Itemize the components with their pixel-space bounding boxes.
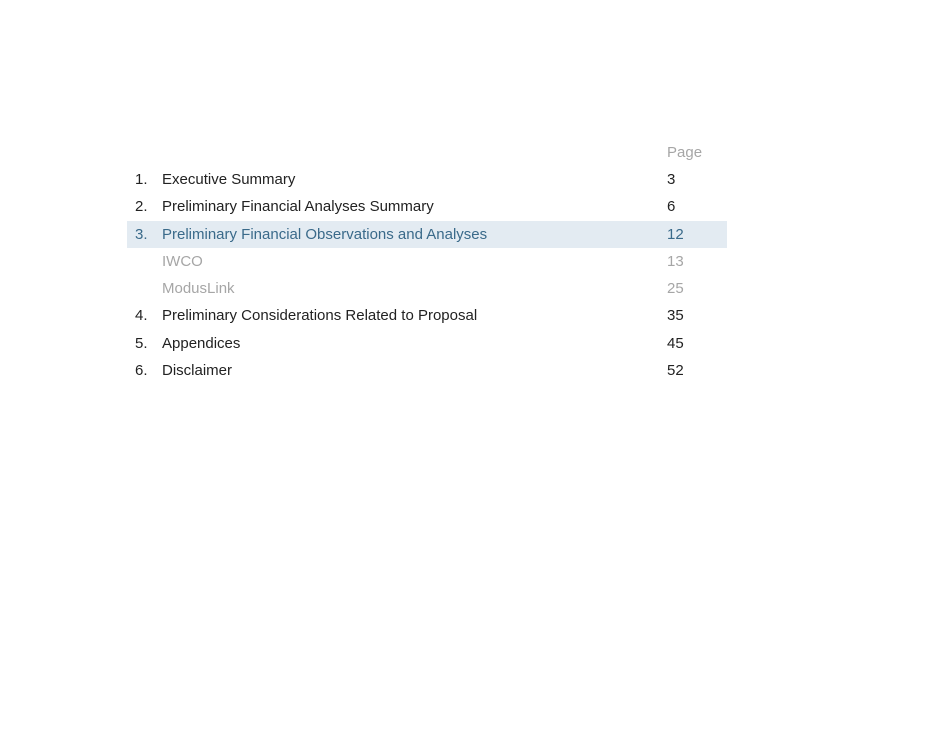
toc-item-page: 25 <box>667 280 684 298</box>
table-of-contents <box>127 139 727 384</box>
toc-item-number: 5. <box>135 334 148 352</box>
toc-item-considerations-proposal[interactable] <box>127 302 727 329</box>
toc-item-number: 2. <box>135 198 148 216</box>
toc-subitem-moduslink[interactable] <box>127 275 727 302</box>
toc-item-number: 6. <box>135 362 148 380</box>
toc-item-page: 12 <box>667 225 684 243</box>
toc-item-label: IWCO <box>162 252 203 270</box>
toc-item-page: 45 <box>667 334 684 352</box>
toc-item-number: 3. <box>135 225 148 243</box>
toc-item-financial-analyses-summary[interactable] <box>127 193 727 220</box>
toc-item-label: Preliminary Considerations Related to Proposal <box>162 307 478 325</box>
toc-item-label: ModusLink <box>162 280 235 298</box>
page-column-header: Page <box>667 144 703 161</box>
toc-header <box>127 139 727 166</box>
toc-item-label: Disclaimer <box>162 362 233 380</box>
toc-item-label: Preliminary Financial Analyses Summary <box>162 198 434 216</box>
toc-item-number: 4. <box>135 307 148 325</box>
toc-item-label: Executive Summary <box>162 171 296 188</box>
toc-item-appendices[interactable] <box>127 330 727 357</box>
toc-item-executive-summary[interactable] <box>127 166 727 193</box>
toc-item-label: Preliminary Financial Observations and Analyses <box>162 225 488 243</box>
toc-item-disclaimer[interactable] <box>127 357 727 384</box>
toc-item-number: 1. <box>135 171 148 188</box>
toc-item-financial-observations-active[interactable] <box>127 221 727 248</box>
toc-item-page: 13 <box>667 252 684 270</box>
toc-item-page: 52 <box>667 362 684 380</box>
toc-item-page: 35 <box>667 307 684 325</box>
toc-subitem-iwco[interactable] <box>127 248 727 275</box>
toc-item-label: Appendices <box>162 334 241 352</box>
toc-item-page: 3 <box>667 171 676 188</box>
toc-item-page: 6 <box>667 198 676 216</box>
